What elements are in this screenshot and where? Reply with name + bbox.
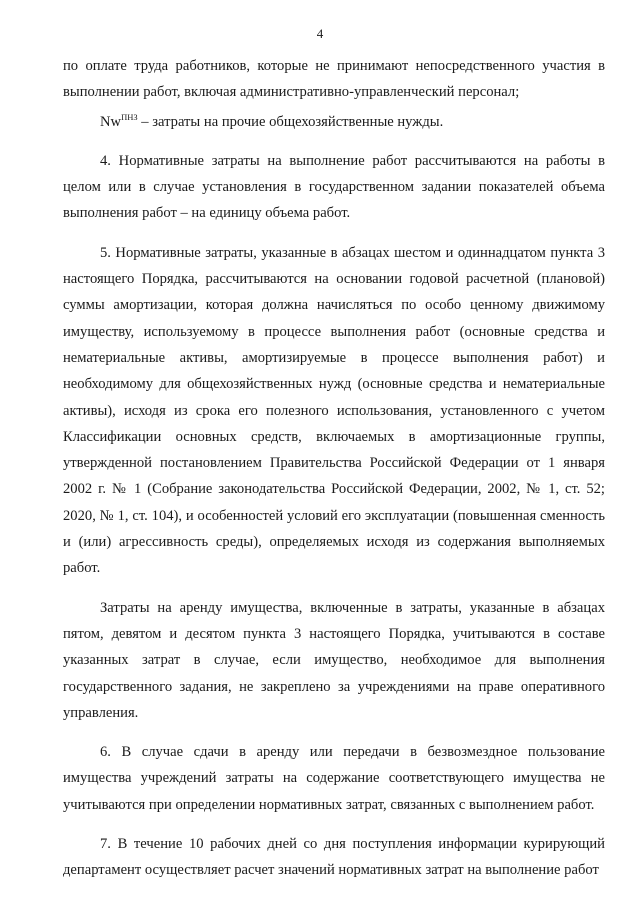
- page-number: 4: [316, 26, 324, 41]
- paragraph-continuation: по оплате труда работников, которые не принимают непосредственного участия в выполнении работ, включая административно-управленческий персонал;: [63, 58, 605, 101]
- paragraph-item-4: 4. Нормативные затраты на выполнение работ рассчитываются на работы в целом или в случае установления в государственном задании показателей объема выполнения работ – на единицу объема работ.: [63, 152, 605, 222]
- document-body: [63, 53, 605, 884]
- definition-text: – затраты на прочие общехозяйственные нужды.: [137, 113, 444, 130]
- paragraph-definition-nw: [63, 109, 605, 135]
- paragraph-item-7: 7. В течение 10 рабочих дней со дня поступления информации курирующий департамент осуществляет расчет значений нормативных затрат на выполнение работ: [63, 836, 605, 879]
- paragraph-item-6: 6. В случае сдачи в аренду или передачи в безвозмездное пользование имущества учреждений затраты на содержание соответствующего имущества не учитываются при определении нормативных затрат, связанных с выполнением работ.: [63, 744, 605, 813]
- formula-symbol: Nw: [100, 113, 122, 130]
- paragraph-item-5: 5. Нормативные затраты, указанные в абзацах шестом и одиннадцатом пункта 3 настоящего Порядка, рассчитываются на основании годовой расчетной (плановой) суммы амортизации, которая должна начисляться по особо ценному движимому имуществу, используемому в процессе выполнения работ (основные средства и нематериальные активы, амортизируемые в процессе выполнения работ) и необходимому для общехозяйственных нужд (основные средства и нематериальные активы), исходя из срока его полезного использования, установленного с учетом Классификации основных средств, включаемых в амортизационные группы, утвержденной постановлением Правительства Российской Федерации от 1 января 2002 г. № 1 (Собрание законодательства Российской Федерации, 2002, № 1, ст. 52; 2020, № 1, ст. 104), и особенностей условий его эксплуатации (повышенная сменность и (или) агрессивность среды), определяемых исходя из содержания выполняемых работ.: [63, 244, 605, 577]
- paragraph-rent-costs: Затраты на аренду имущества, включенные в затраты, указанные в абзацах пятом, девятом и десятом пункта 3 настоящего Порядка, учитываются в составе указанных затрат в случае, если имущество, необходимое для выполнения государственного задания, не закреплено за учреждениями на праве оперативного управления.: [63, 599, 605, 721]
- formula-superscript: ПНЗ: [121, 111, 138, 122]
